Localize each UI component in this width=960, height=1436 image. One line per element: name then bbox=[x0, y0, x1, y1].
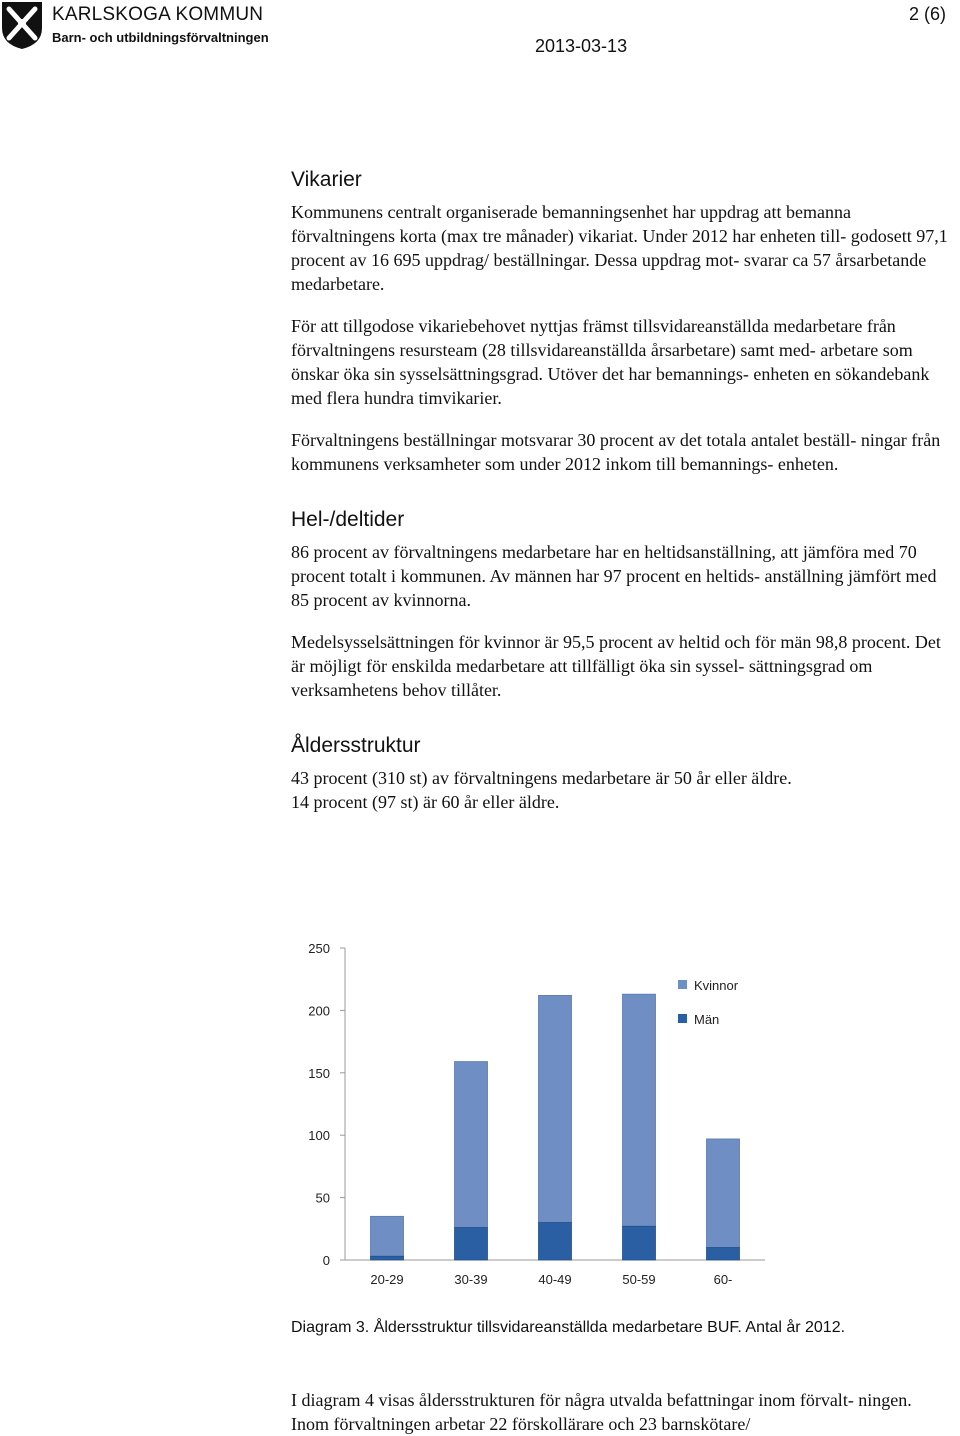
bar-kvinnor-60- bbox=[707, 1139, 740, 1248]
bar-kvinnor-20-29 bbox=[371, 1216, 404, 1256]
paragraph: Medelsysselsättningen för kvinnor är 95,5 procent av heltid och för män 98,8 procent. Det är möjligt för enskilda medarbetare att tillfälligt öka sin syssel- sättningsgrad om verksamhetens behov tillåter. bbox=[291, 632, 941, 700]
x-tick-label: 40-49 bbox=[538, 1272, 572, 1287]
y-tick-label: 0 bbox=[322, 1253, 330, 1268]
page-number: 2 (6) bbox=[908, 4, 946, 24]
age-structure-chart bbox=[290, 930, 770, 1290]
paragraph: Kommunens centralt organiserade bemanningsenhet har uppdrag att bemanna förvaltningens korta (max tre månader) vikariat. Under 2012 har enheten till- godosett 97,1 procent av 16 695 uppdrag/ beställningar. Dessa uppdrag mot- svarar ca 57 årsarbetande medarbetare. bbox=[291, 202, 948, 294]
paragraph-line: 43 procent (310 st) av förvaltningens medarbetare är 50 år eller äldre. bbox=[291, 768, 792, 788]
y-tick-label: 200 bbox=[308, 1003, 330, 1019]
x-tick-label: 20-29 bbox=[370, 1272, 404, 1287]
bar-kvinnor-40-49 bbox=[539, 995, 572, 1222]
closing-paragraph-block bbox=[291, 1388, 953, 1436]
document-body bbox=[291, 168, 953, 846]
section-heading: Hel-/deltider bbox=[291, 508, 405, 531]
section-hel-deltider bbox=[291, 508, 953, 702]
bar-kvinnor-30-39 bbox=[455, 1062, 488, 1228]
page-header bbox=[0, 0, 960, 60]
paragraph: I diagram 4 visas åldersstrukturen för några utvalda befattningar inom förvalt- ningen. Inom förvaltningen arbetar 22 förskollärare och 23 barnskötare/ bbox=[291, 1390, 912, 1434]
section-vikarier bbox=[291, 168, 953, 476]
bar-kvinnor-50-59 bbox=[623, 994, 656, 1226]
bar-man-20-29 bbox=[371, 1256, 404, 1260]
y-tick-label: 250 bbox=[308, 941, 330, 956]
paragraph: För att tillgodose vikariebehovet nyttjas främst tillsvidareanställda medarbetare från förvaltningens resursteam (28 tillsvidareanställda årsarbetare) samt med- arbetare som önskar öka sin sysselsättningsgrad. Utöver det har bemannings- enheten en sökandebank med flera hundra timvikarier. bbox=[291, 316, 930, 408]
document-date: 2013-03-13 bbox=[535, 36, 628, 56]
org-name: KARLSKOGA KOMMUN bbox=[52, 4, 264, 25]
section-aldersstruktur bbox=[291, 734, 953, 814]
bar-man-40-49 bbox=[539, 1223, 572, 1260]
y-tick-label: 150 bbox=[308, 1065, 330, 1081]
x-tick-label: 60- bbox=[713, 1272, 733, 1287]
bar-man-30-39 bbox=[455, 1228, 488, 1260]
section-heading: Åldersstruktur bbox=[291, 734, 421, 757]
legend-label: Män bbox=[694, 1012, 720, 1027]
legend-swatch-kvinnor bbox=[678, 980, 687, 989]
chart-caption: Diagram 3. Åldersstruktur tillsvidareanställda medarbetare BUF. Antal år 2012. bbox=[291, 1319, 846, 1336]
x-tick-label: 50-59 bbox=[622, 1272, 656, 1287]
bar-man-50-59 bbox=[623, 1226, 656, 1260]
paragraph: 86 procent av förvaltningens medarbetare har en heltidsanställning, att jämföra med 70 procent totalt i kommunen. Av männen har 97 procent en heltids- anställning jämfört med 85 procent av kvinnorna. bbox=[291, 542, 937, 610]
section-heading: Vikarier bbox=[291, 168, 362, 191]
legend-swatch-man bbox=[678, 1014, 687, 1023]
coat-of-arms-icon bbox=[0, 0, 44, 50]
org-subtitle: Barn- och utbildningsförvaltningen bbox=[52, 30, 269, 45]
y-tick-label: 50 bbox=[315, 1190, 330, 1206]
paragraph-line: 14 procent (97 st) är 60 år eller äldre. bbox=[291, 792, 560, 812]
y-tick-label: 100 bbox=[308, 1128, 330, 1144]
legend-label: Kvinnor bbox=[694, 978, 739, 993]
paragraph: Förvaltningens beställningar motsvarar 30 procent av det totala antalet beställ- ningar från kommunens verksamheter som under 2012 inkom till bemannings- enheten. bbox=[291, 430, 941, 474]
bar-man-60- bbox=[707, 1248, 740, 1260]
x-tick-label: 30-39 bbox=[454, 1272, 488, 1287]
